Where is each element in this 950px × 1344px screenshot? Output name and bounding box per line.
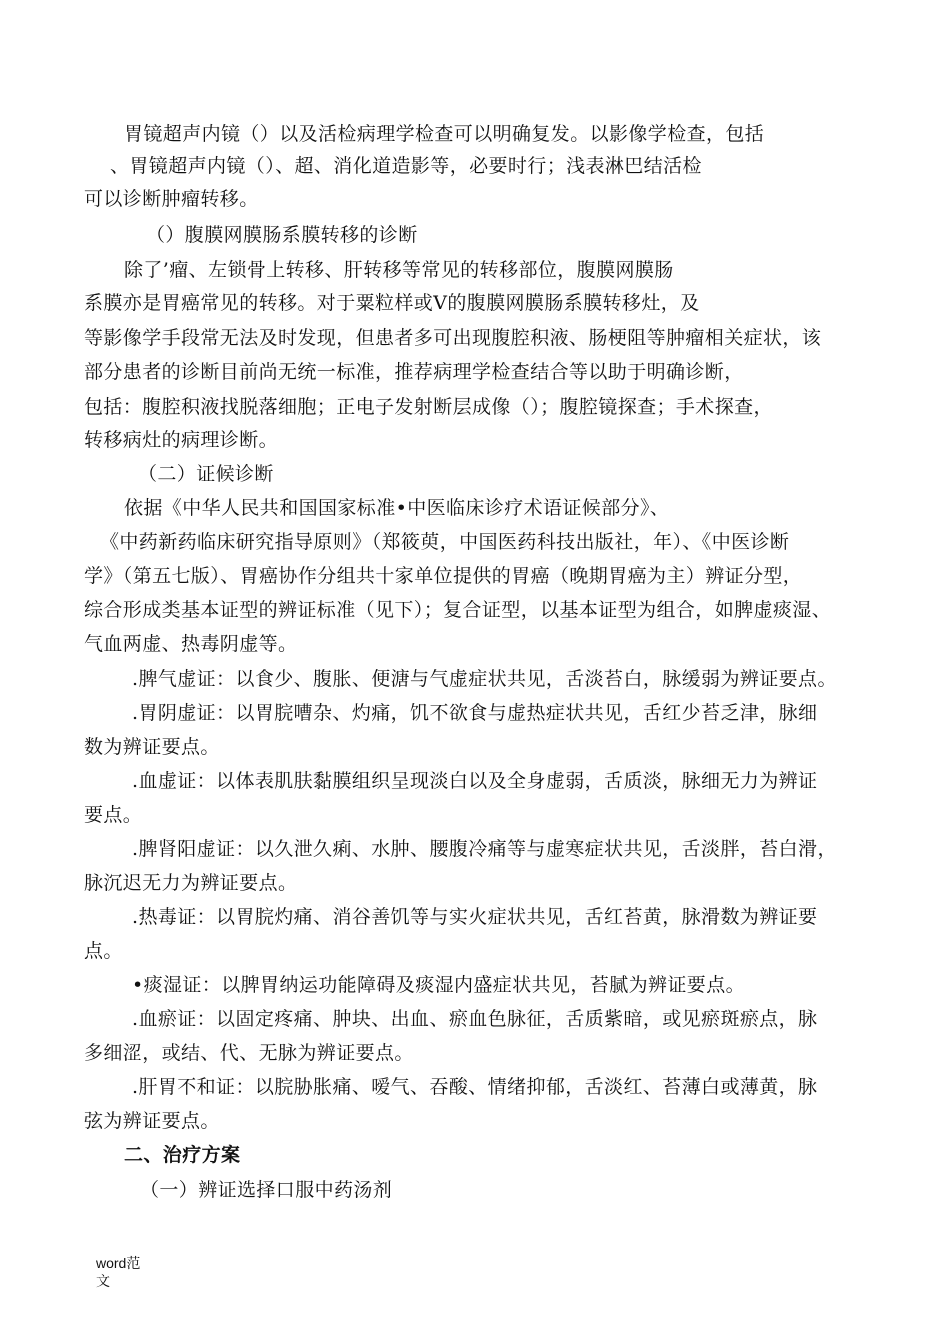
- text-line-8: 部分患者的诊断目前尚无统一标准，推荐病理学检查结合等以助于明确诊断，: [84, 361, 744, 383]
- text-line-16: 气血两虚、热毒阴虚等。: [84, 633, 298, 655]
- text-line-23: 脉沉迟无力为辨证要点。: [84, 872, 298, 894]
- text-line-13: 《中药新药临床研究指导原则》（郑筱萸，中国医药科技出版社，年）、《中医诊断: [100, 531, 790, 553]
- text-line-28: 多细涩，或结、代、无脉为辨证要点。: [84, 1042, 414, 1064]
- text-line-30: 弦为辨证要点。: [84, 1110, 220, 1132]
- text-line-1: 胃镜超声内镜（）以及活检病理学检查可以明确复发。以影像学检查，包括: [124, 123, 765, 145]
- text-line-14: 学》（第五七版）、胃癌协作分组共十家单位提供的胃癌（晚期胃癌为主）辨证分型，: [84, 565, 803, 587]
- footer-line-2: 文: [96, 1273, 110, 1289]
- text-line-15: 综合形成类基本证型的辨证标准（见下）；复合证型，以基本证型为组合，如脾虚痰湿、: [84, 599, 832, 621]
- text-line-19: 数为辨证要点。: [84, 736, 220, 758]
- syndrome-item-phlegm-damp: •痰湿证：以脾胃纳运功能障碍及痰湿内盛症状共见，苔腻为辨证要点。: [132, 974, 746, 996]
- text-line-6: 系膜亦是胃癌常见的转移。对于粟粒样或Ⅴ的腹膜网膜肠系膜转移灶，及: [84, 292, 700, 314]
- text-line-2: 、胃镜超声内镜（）、超、消化道造影等，必要时行；浅表淋巴结活检: [110, 155, 702, 177]
- text-line-12: 依据《中华人民共和国国家标准•中医临床诊疗术语证候部分》、: [124, 497, 670, 519]
- text-line-9: 包括：腹腔积液找脱落细胞；正电子发射断层成像（）；腹腔镜探查；手术探查，: [84, 396, 773, 418]
- text-line-10: 转移病灶的病理诊断。: [84, 429, 279, 451]
- section-heading-syndrome: （二）证候诊断: [138, 463, 274, 485]
- footer-line-1: word范: [96, 1255, 141, 1271]
- text-line-3: 可以诊断肿瘤转移。: [84, 188, 259, 210]
- text-line-7: 等影像学手段常无法及时发现，但患者多可出现腹腔积液、肠梗阻等肿瘤相关症状，该: [84, 327, 822, 349]
- syndrome-item-blood-stasis: .血瘀证：以固定疼痛、肿块、出血、瘀血色脉征，舌质紫暗，或见瘀斑瘀点，脉: [132, 1008, 818, 1030]
- footer-label: [96, 1254, 140, 1290]
- syndrome-item-liver-stomach: .肝胃不和证：以脘胁胀痛、嗳气、吞酸、情绪抑郁，舌淡红、苔薄白或薄黄，脉: [132, 1076, 818, 1098]
- syndrome-item-spleen-qi: .脾气虚证：以食少、腹胀、便溏与气虚症状共见，舌淡苔白，脉缓弱为辨证要点。: [132, 668, 837, 690]
- syndrome-item-heat-toxin: .热毒证：以胃脘灼痛、消谷善饥等与实火症状共见，舌红苔黄，脉滑数为辨证要: [132, 906, 818, 928]
- syndrome-item-stomach-yin: .胃阴虚证：以胃脘嘈杂、灼痛，饥不欲食与虚热症状共见，舌红少苔乏津，脉细: [132, 702, 818, 724]
- syndrome-item-spleen-kidney-yang: .脾肾阳虚证：以久泄久痢、水肿、腰腹冷痛等与虚寒症状共见，舌淡胖，苔白滑，: [132, 838, 837, 860]
- text-line-5: 除了’瘤、左锁骨上转移、肝转移等常见的转移部位，腹膜网膜肠: [124, 259, 674, 281]
- syndrome-item-blood-deficiency: .血虚证：以体表肌肤黏膜组织呈现淡白以及全身虚弱，舌质淡，脉细无力为辨证: [132, 770, 818, 792]
- text-line-21: 要点。: [84, 804, 143, 826]
- section-heading-peritoneal: （）腹膜网膜肠系膜转移的诊断: [146, 224, 418, 246]
- text-line-25: 点。: [84, 940, 123, 962]
- section-heading-oral-decoction: （一）辨证选择口服中药汤剂: [140, 1179, 393, 1201]
- chapter-heading-treatment: 二、治疗方案: [124, 1144, 241, 1166]
